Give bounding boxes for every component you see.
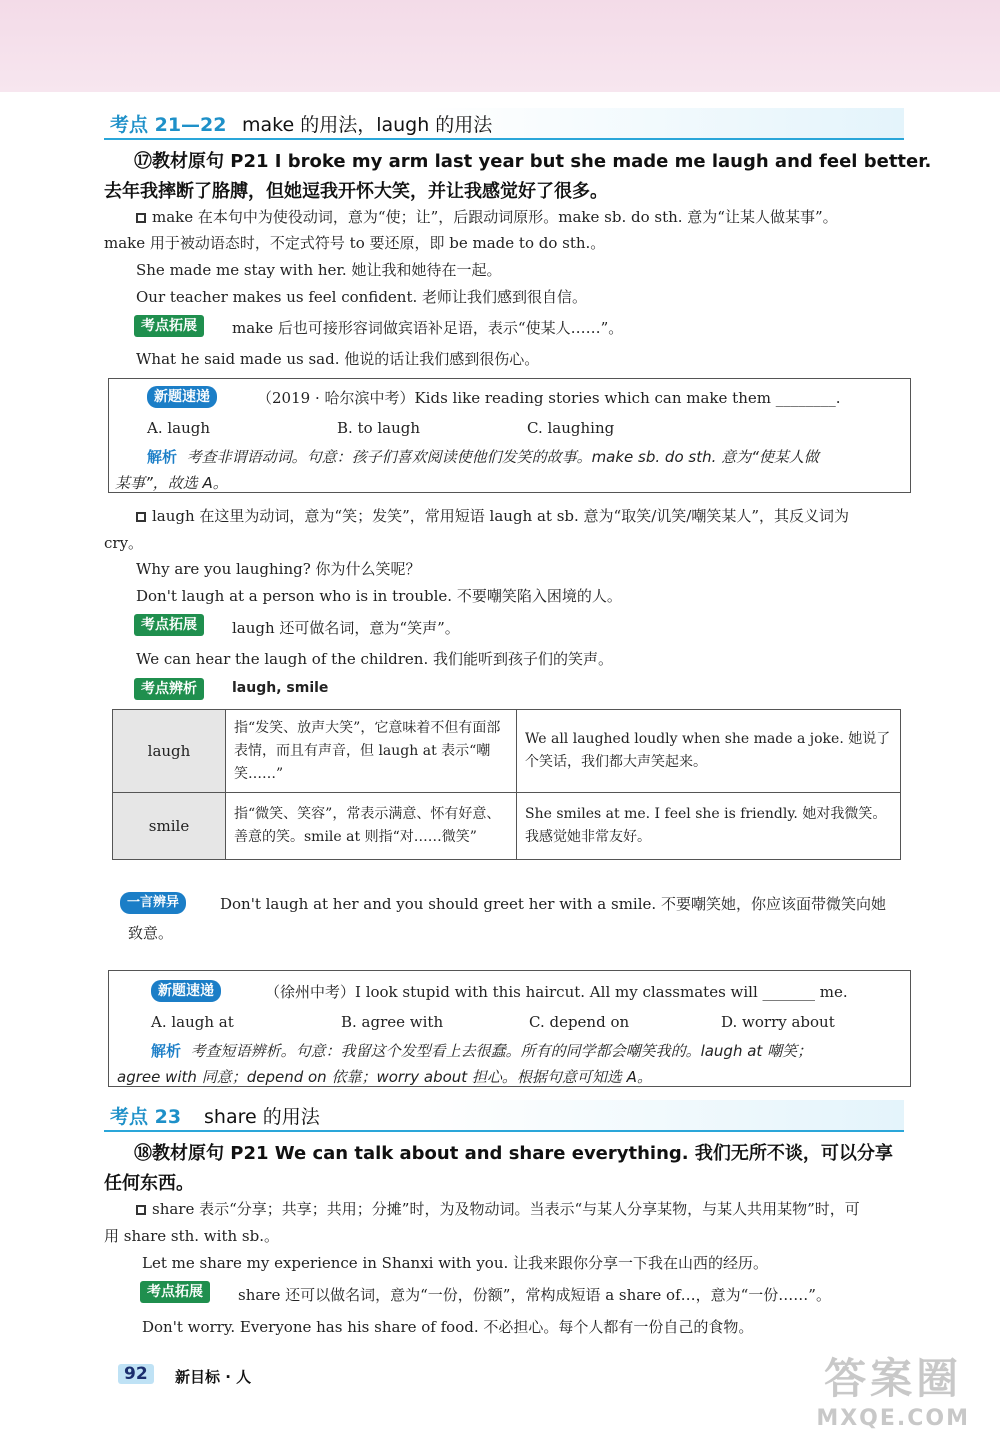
- section-number: 考点 21—22: [110, 114, 227, 136]
- section-title: make 的用法，laugh 的用法: [242, 114, 493, 136]
- watermark-line-2: MXQE.COM: [816, 1406, 970, 1431]
- share-extension-text: share 还可以做名词，意为“一份，份额”，常构成短语 a share of…，意为“一份……”。: [238, 1286, 831, 1304]
- laugh-extension-example: We can hear the laugh of the children. 我们能听到孩子们的笑声。: [136, 650, 613, 668]
- quiz2-analysis-1: 解析 考查短语辨析。句意：我留这个发型看上去很蠢。所有的同学都会嘲笑我的。laugh at 嘲笑；: [151, 1042, 813, 1060]
- bullet-icon: [136, 1205, 146, 1215]
- make-explain-1: make 在本句中为使役动词，意为“使；让”，后跟动词原形。make sb. do sth. 意为“让某人做某事”。: [136, 206, 838, 227]
- table-cell-example: We all laughed loudly when she made a joke. 她说了个笑话，我们都大声笑起来。: [517, 710, 901, 793]
- section-header-21-22: [104, 108, 904, 140]
- quiz1-question: （2019 · 哈尔滨中考）Kids like reading stories which can make them ________.: [257, 389, 841, 407]
- table-cell-definition: 指“微笑、笑容”，常表示满意、怀有好意、善意的笑。smile at 则指“对……微笑”: [226, 793, 517, 860]
- quiz2-option-b: B. agree with: [341, 1013, 444, 1031]
- textbook-sentence-en: ⑰教材原句 P21 I broke my arm last year but she made me laugh and feel better.: [134, 151, 932, 172]
- section-number: 考点 23: [110, 1106, 182, 1128]
- table-cell-example: She smiles at me. I feel she is friendly. 她对我微笑。我感觉她非常友好。: [517, 793, 901, 860]
- share-sentence-en: ⑱教材原句 P21 We can talk about and share everything. 我们无所不谈，可以分享: [134, 1143, 893, 1164]
- share-explain-2: 用 share sth. with sb.。: [104, 1227, 279, 1245]
- quiz2-option-a: A. laugh at: [151, 1013, 234, 1031]
- make-explain-2: make 用于被动语态时，不定式符号 to 要还原，即 be made to do sth.。: [104, 234, 606, 252]
- section-header-23: [104, 1100, 904, 1132]
- textbook-sentence-zh: 去年我摔断了胳膊，但她逗我开怀大笑，并让我感觉好了很多。: [104, 181, 608, 202]
- comparison-title: laugh, smile: [232, 680, 329, 696]
- share-example-1: Let me share my experience in Shanxi with you. 让我来跟你分享一下我在山西的经历。: [142, 1254, 769, 1272]
- table-row: [113, 710, 901, 793]
- quiz2-analysis-2: agree with 同意；depend on 依靠；worry about 担心。根据句意可知选 A。: [117, 1068, 652, 1086]
- book-title: 新目标 · 人: [175, 1368, 252, 1386]
- extension-tag: 考点拓展: [134, 614, 204, 636]
- top-decorative-band: [0, 0, 1000, 92]
- page-number: 92: [118, 1364, 154, 1384]
- quiz1-analysis-2: 某事”，故选 A。: [115, 474, 228, 492]
- quiz2-option-d: D. worry about: [721, 1013, 835, 1031]
- extension-tag: 考点拓展: [140, 1281, 210, 1303]
- make-example-2: Our teacher makes us feel confident. 老师让我们感到很自信。: [136, 288, 588, 306]
- make-extension-text: make 后也可接形容词做宾语补足语，表示“使某人……”。: [232, 319, 624, 337]
- one-word-text-1: Don't laugh at her and you should greet her with a smile. 不要嘲笑她，你应该面带微笑向她: [220, 895, 886, 913]
- laugh-extension-text: laugh 还可做名词，意为“笑声”。: [232, 619, 460, 637]
- make-example-1: She made me stay with her. 她让我和她待在一起。: [136, 261, 502, 279]
- table-cell-word: smile: [113, 793, 226, 860]
- one-word-tag: 一言辨异: [120, 892, 186, 914]
- quiz1-analysis-1: 解析 考查非谓语动词。句意：孩子们喜欢阅读使他们发笑的故事。make sb. do sth. 意为“使某人做: [147, 448, 819, 466]
- quiz-box-1: [108, 378, 911, 493]
- laugh-explain-2: cry。: [104, 534, 144, 552]
- new-question-tag: 新题速递: [147, 386, 217, 408]
- share-explain-1: share 表示“分享；共享；共用；分摊”时，为及物动词。当表示“与某人分享某物，与某人共用某物”时，可: [136, 1198, 860, 1219]
- share-sentence-zh: 任何东西。: [104, 1173, 194, 1194]
- table-row: [113, 793, 901, 860]
- quiz-box-2: [108, 970, 911, 1087]
- laugh-example-1: Why are you laughing? 你为什么笑呢？: [136, 560, 421, 578]
- quiz1-option-a: A. laugh: [147, 419, 211, 437]
- laugh-example-2: Don't laugh at a person who is in trouble. 不要嘲笑陷入困境的人。: [136, 587, 622, 605]
- make-extension-example: What he said made us sad. 他说的话让我们感到很伤心。: [136, 350, 540, 368]
- extension-tag: 考点拓展: [134, 315, 204, 337]
- watermark-line-1: 答案圈: [824, 1354, 963, 1403]
- share-extension-example: Don't worry. Everyone has his share of food. 不必担心。每个人都有一份自己的食物。: [142, 1318, 754, 1336]
- table-cell-word: laugh: [113, 710, 226, 793]
- watermark: [816, 1346, 970, 1431]
- quiz1-option-c: C. laughing: [527, 419, 615, 437]
- comparison-table: [112, 709, 901, 860]
- bullet-icon: [136, 512, 146, 522]
- table-cell-definition: 指“发笑、放声大笑”，它意味着不但有面部表情，而且有声音，但 laugh at 表示“嘲笑……”: [226, 710, 517, 793]
- comparison-tag: 考点辨析: [134, 678, 204, 700]
- section-title: share 的用法: [204, 1106, 320, 1128]
- one-word-text-2: 致意。: [128, 924, 174, 942]
- quiz2-question: （徐州中考）I look stupid with this haircut. All my classmates will _______ me.: [265, 983, 848, 1001]
- quiz2-option-c: C. depend on: [529, 1013, 630, 1031]
- bullet-icon: [136, 213, 146, 223]
- quiz1-option-b: B. to laugh: [337, 419, 421, 437]
- laugh-explain-1: laugh 在这里为动词，意为“笑；发笑”，常用短语 laugh at sb. 意为“取笑/讥笑/嘲笑某人”，其反义词为: [136, 505, 849, 526]
- new-question-tag: 新题速递: [151, 980, 221, 1002]
